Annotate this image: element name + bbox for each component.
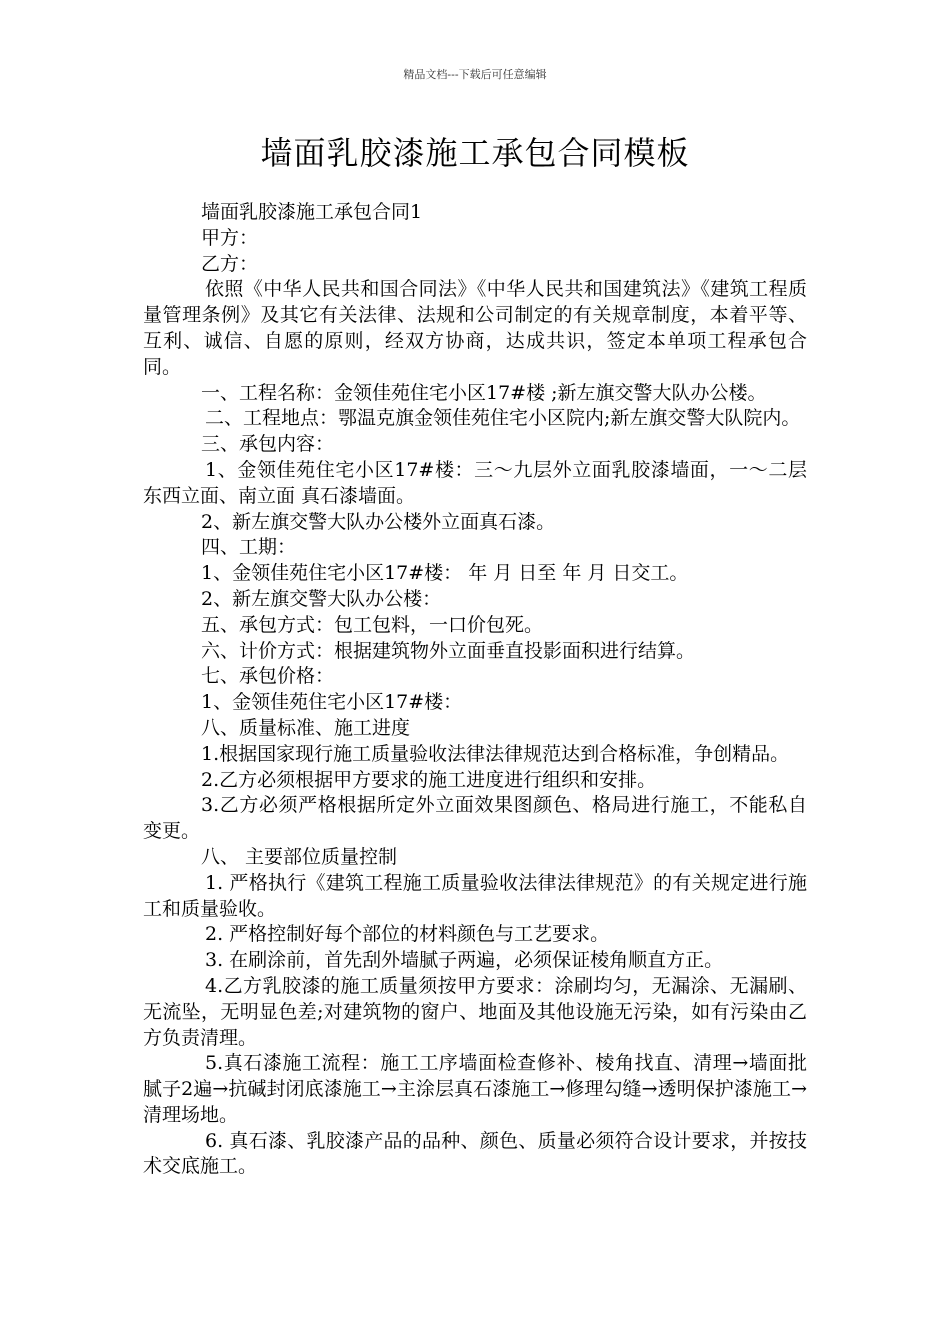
clause-quality-heading: 八、质量标准、施工进度: [201, 716, 411, 739]
party-b-line: 乙方：: [201, 252, 259, 275]
quality-item-2: 2.乙方必须根据甲方要求的施工进度进行组织和安排。: [201, 768, 657, 791]
scope-item-1: 1、金领佳苑住宅小区17#楼：三～九层外立面乳胶漆墙面，一～二层东西立面、南立面 真石漆墙面。: [143, 458, 807, 507]
control-item-4: 4.乙方乳胶漆的施工质量须按甲方要求：涂刷均匀，无漏涂、无漏刷、无流坠，无明显色差;对建筑物的窗户、地面及其他设施无污染，如有污染由乙方负责清理。: [143, 974, 807, 1049]
clause-contract-method: 五、承包方式：包工包料，一口价包死。: [201, 613, 544, 636]
quality-item-1: 1.根据国家现行施工质量验收法律法律规范达到合格标准，争创精品。: [201, 742, 790, 765]
scope-item-2: 2、新左旗交警大队办公楼外立面真石漆。: [201, 510, 556, 533]
document-title: 墙面乳胶漆施工承包合同模板: [260, 134, 690, 172]
contract-heading: 墙面乳胶漆施工承包合同1: [201, 201, 423, 223]
clause-schedule-heading: 四、工期：: [201, 536, 297, 559]
schedule-item-2: 2、新左旗交警大队办公楼：: [201, 587, 442, 610]
schedule-item-1: 1、金领佳苑住宅小区17#楼： 年 月 日至 年 月 日交工。: [201, 562, 689, 585]
clause-project-name: 一、工程名称：金领佳苑住宅小区17#楼 ;新左旗交警大队办公楼。: [201, 381, 767, 404]
control-item-5: 5.真石漆施工流程：施工工序墙面检查修补、棱角找直、清理→墙面批腻子2遍→抗碱封闭底漆施工→主涂层真石漆施工→修理勾缝→透明保护漆施工→清理场地。: [143, 1052, 807, 1126]
control-item-3: 3. 在刷涂前，首先刮外墙腻子两遍，必须保证棱角顺直方正。: [205, 949, 724, 972]
page-header: 精品文档---下载后可任意编辑: [403, 68, 547, 81]
party-a-line: 甲方：: [201, 226, 259, 249]
preamble-paragraph: 依照《中华人民共和国合同法》《中华人民共和国建筑法》《建筑工程质量管理条例》及其它有关法律、法规和公司制定的有关规章制度，本着平等、互利、诚信、自愿的原则，经双方协商，达成共识，签定本单项工程承包合同。: [143, 278, 807, 378]
control-item-2: 2. 严格控制好每个部位的材料颜色与工艺要求。: [205, 923, 610, 946]
document-body: [143, 200, 807, 1180]
control-item-1: 1. 严格执行《建筑工程施工质量验收法律法律规范》的有关规定进行施工和质量验收。: [143, 871, 807, 920]
clause-control-heading: 八、 主要部位质量控制: [201, 845, 398, 868]
control-item-6: 6. 真石漆、乳胶漆产品的品种、颜色、质量必须符合设计要求，并按技术交底施工。: [143, 1129, 807, 1178]
clause-scope-heading: 三、承包内容：: [201, 433, 335, 456]
price-item-1: 1、金领佳苑住宅小区17#楼：: [201, 691, 463, 714]
quality-item-3: 3.乙方必须严格根据所定外立面效果图颜色、格局进行施工，不能私自变更。: [143, 794, 807, 843]
clause-project-location: 二、工程地点：鄂温克旗金领佳苑住宅小区院内;新左旗交警大队院内。: [205, 407, 801, 430]
clause-price-heading: 七、承包价格：: [201, 665, 335, 688]
clause-pricing-method: 六、计价方式：根据建筑物外立面垂直投影面积进行结算。: [201, 639, 696, 662]
